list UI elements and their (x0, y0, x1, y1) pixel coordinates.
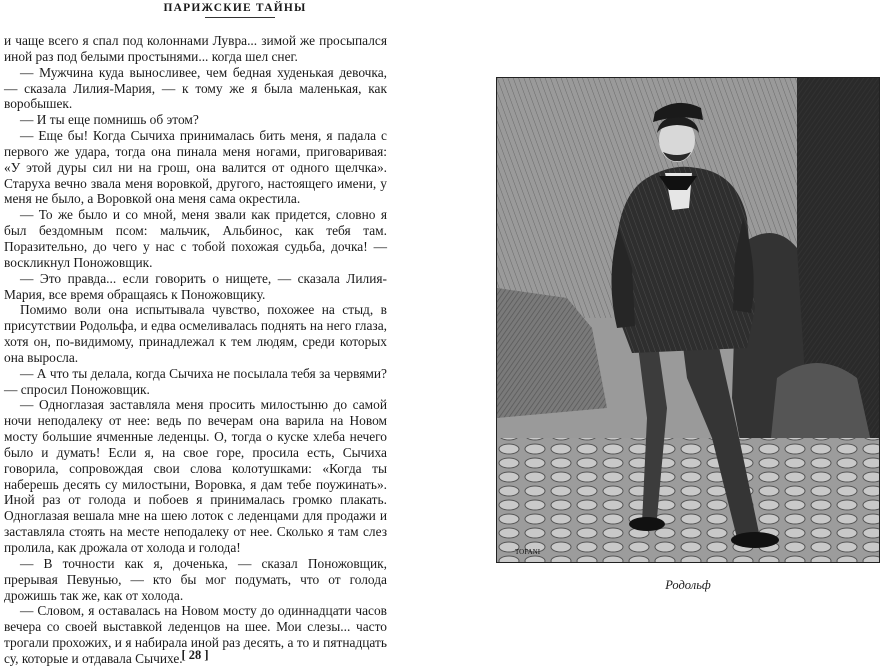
running-title: ПАРИЖСКИЕ ТАЙНЫ (163, 2, 307, 14)
body-text (4, 33, 387, 667)
paragraph: — А что ты делала, когда Сычиха не посылала тебя за червями? — спросил Поножовщик. (4, 365, 387, 397)
paragraph: и чаще всего я спал под колоннами Лувра... зимой же просыпался иной раз под белыми простынями... когда шел снег. (4, 33, 387, 64)
paragraph: — Одноглазая заставляла меня просить милостыню до самой ночи неподалеку от нее: ведь по вечерам она варила на Новом мосту большие ячменные леденцы. О, тогда о куске хлеба нечего было и думать! Если я, на свое горе, просила есть, Сычиха говорила, сопровождая свои слова колотушками: «Когда ты наберешь десять су милостыни, Воровка, я дам тебе поужинать». Иной раз от голода и побоев я принималась громко плакать. Одноглазая вешала мне на шею лоток с леденцами для продажи и заставляла стоять на месте неподалеку от нее. Сколько я там слез пролила, как дрожала от холода и голода! (4, 397, 387, 555)
illustration-caption: Родольф (665, 578, 711, 592)
engraving-image (497, 78, 879, 562)
paragraph: — Еще бы! Когда Сычиха принималась бить меня, я падала с первого же удара, тогда она пинала меня ногами, приговаривая: «У этой дуры сил ни на грош, она валится от одного щелчка». Старуха вечно звала меня воровкой, другого, настоящего имени, у меня не было, а Воровкой она меня сама окрестила. (4, 128, 387, 207)
artist-signature: TOFANI (515, 548, 541, 556)
paragraph: — Это правда... если говорить о нищете, — сказала Лилия-Мария, все время обращаясь к Поножовщику. (4, 270, 387, 302)
paragraph: Помимо воли она испытывала чувство, похожее на стыд, в присутствии Родольфа, и едва осмеливалась поднять на него глаза, хотя он, по-видимому, принадлежал к тем людям, среди которых она выросла. (4, 302, 387, 365)
paragraph: — То же было и со мной, меня звали как придется, словно я был бездомным псом: мальчик, Альбинос, как тебя там. Поразительно, до чего у нас с тобой похожая судьба, дочка! — воскликнул Поножовщик. (4, 207, 387, 270)
paragraph: — И ты еще помнишь об этом? (20, 112, 199, 128)
cobblestones (497, 438, 879, 562)
paragraph: — Мужчина куда выносливее, чем бедная худенькая девочка, — сказала Лилия-Мария, — к тому же я была маленькая, как воробышек. (4, 64, 387, 112)
header-rule (205, 17, 275, 18)
figure-left-shoe (629, 517, 665, 531)
paragraph: — Словом, я оставалась на Новом мосту до одиннадцати часов вечера со своей выставкой леденцов на шее. Мои слезы... часто трогали прохожих, и я набирала иной раз десять, а то и пятнадцать су, которые и отдавала Сычихе. (4, 603, 387, 666)
figure-right-shoe (731, 532, 779, 548)
engraving-illustration (496, 77, 880, 563)
page-number: [ 28 ] (181, 648, 209, 662)
paragraph: — В точности как я, доченька, — сказал Поножовщик, прерывая Певунью, — кто бы мог подумать, что от голода дрожишь так же, как от холода. (4, 555, 387, 603)
